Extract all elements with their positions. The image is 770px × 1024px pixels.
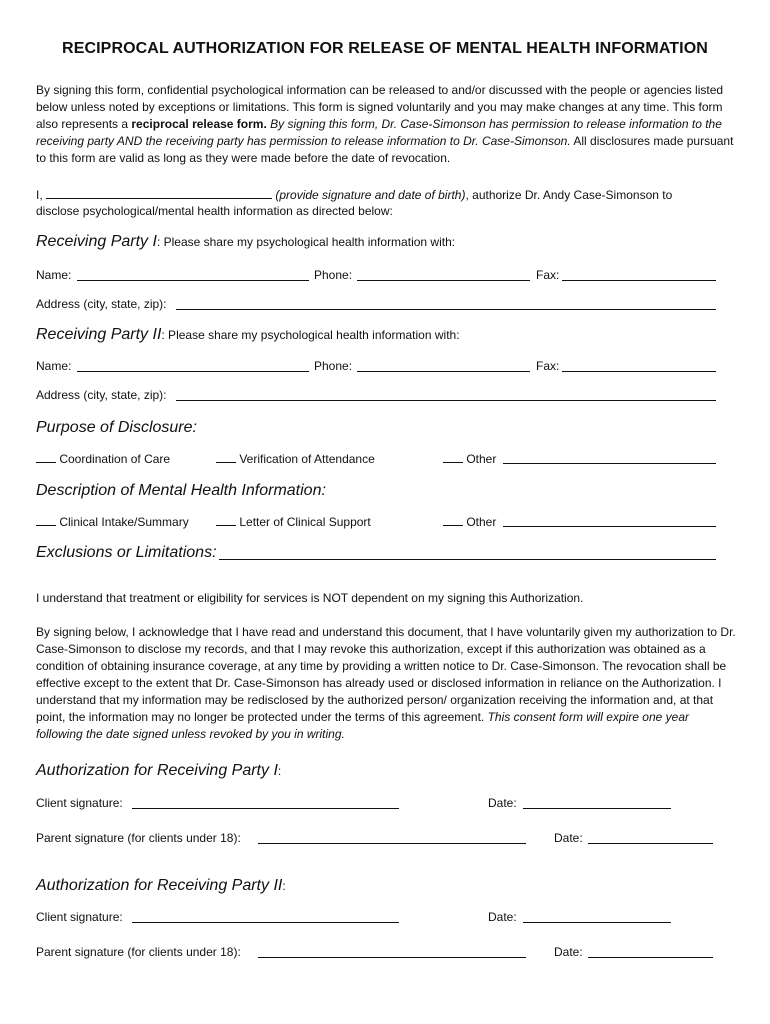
intro-italic-text: By signing this form, Dr. Case-Simonson has permission to release information to the receiving party AND the receiving party has permission to release information to Dr. Case-Simonson. bbox=[36, 117, 722, 148]
authorize-suffix: , authorize Dr. Andy Case-Simonson to bbox=[465, 188, 673, 202]
auth1-date2-label: Date: bbox=[554, 831, 583, 845]
auth2-date2-label: Date: bbox=[554, 945, 583, 959]
auth2-colon: : bbox=[282, 879, 286, 893]
party1-name-field[interactable] bbox=[77, 280, 309, 281]
authorize-line-2: disclose psychological/mental health information as directed below: bbox=[36, 204, 393, 218]
party1-phone-field[interactable] bbox=[357, 280, 530, 281]
party2-phone-field[interactable] bbox=[357, 371, 530, 372]
purpose-label-other: Other bbox=[466, 452, 497, 466]
description-label-other: Other bbox=[466, 515, 497, 529]
auth2-client-label: Client signature: bbox=[36, 910, 123, 924]
purpose-label-coordination: Coordination of Care bbox=[59, 452, 171, 466]
auth1-heading: Authorization for Receiving Party I bbox=[36, 762, 278, 779]
party2-fax-label: Fax: bbox=[536, 359, 560, 373]
purpose-checkbox-verification[interactable] bbox=[216, 450, 236, 463]
authorize-line bbox=[36, 186, 672, 203]
description-checkbox-other[interactable] bbox=[443, 513, 463, 526]
party2-address-label: Address (city, state, zip): bbox=[36, 388, 167, 402]
intro-bold-text: reciprocal release form. bbox=[131, 117, 267, 131]
auth2-date-label: Date: bbox=[488, 910, 517, 924]
party1-address-field[interactable] bbox=[176, 309, 716, 310]
auth2-date2-field[interactable] bbox=[588, 957, 713, 958]
intro-paragraph bbox=[36, 82, 736, 167]
auth2-heading: Authorization for Receiving Party II bbox=[36, 877, 283, 894]
auth1-colon: : bbox=[277, 764, 282, 778]
auth1-parent-signature-field[interactable] bbox=[258, 843, 526, 844]
intro-text: By signing this form, confidential psychological information can be released to and/or discussed with the people or agencies listed below unless noted by exceptions or limitations. This form is signed voluntarily and you may make changes at any time. This form also represents a bbox=[36, 83, 724, 131]
intro-end-text: All disclosures made pursuant to this form are valid as long as they were made before the date of revocation. bbox=[36, 134, 734, 165]
auth2-parent-signature-field[interactable] bbox=[258, 957, 526, 958]
description-option-letter[interactable] bbox=[216, 513, 371, 530]
purpose-checkbox-other[interactable] bbox=[443, 450, 463, 463]
purpose-checkbox-coordination[interactable] bbox=[36, 450, 56, 463]
auth1-date2-field[interactable] bbox=[588, 843, 713, 844]
purpose-label-verification: Verification of Attendance bbox=[239, 452, 375, 466]
auth2-heading-row bbox=[36, 876, 286, 896]
acknowledge-paragraph bbox=[36, 624, 736, 743]
party2-name-label: Name: bbox=[36, 359, 72, 373]
party1-address-label: Address (city, state, zip): bbox=[36, 297, 167, 311]
party1-heading: Receiving Party I bbox=[36, 233, 157, 250]
acknowledge-text: By signing below, I acknowledge that I have read and understand this document, that I have voluntarily given my authorization to Dr. Case-Simonson to disclose my records, and that I may revoke this authorization, except if this authorization was obtained as a condition of obtaining insurance coverage, at any time by providing a written notice to Dr. Case-Simonson. The revocation shall be effective except to the extent that Dr. Case-Simonson has already used or disclosed information in reliance on the Authorization. I understand that my information may be redisclosed by the authorized person/ organization receiving the information and, at that point, the information may no longer be protected under the terms of this agreement. bbox=[36, 625, 736, 724]
description-checkbox-letter[interactable] bbox=[216, 513, 236, 526]
exclusions-field[interactable] bbox=[219, 559, 716, 560]
party1-fax-field[interactable] bbox=[562, 280, 716, 281]
party2-fax-field[interactable] bbox=[562, 371, 716, 372]
auth1-date-field[interactable] bbox=[523, 808, 671, 809]
auth1-date-label: Date: bbox=[488, 796, 517, 810]
party1-name-label: Name: bbox=[36, 268, 72, 282]
description-other-field[interactable] bbox=[503, 526, 716, 527]
party1-subheading: : Please share my psychological health information with: bbox=[156, 235, 456, 249]
description-option-intake[interactable] bbox=[36, 513, 189, 530]
auth1-client-signature-field[interactable] bbox=[132, 808, 399, 809]
description-label-letter: Letter of Clinical Support bbox=[239, 515, 371, 529]
auth1-client-label: Client signature: bbox=[36, 796, 123, 810]
signature-dob-field[interactable] bbox=[46, 186, 272, 199]
party1-heading-row bbox=[36, 234, 455, 250]
description-heading: Description of Mental Health Information: bbox=[36, 482, 326, 499]
auth2-client-signature-field[interactable] bbox=[132, 922, 399, 923]
auth2-parent-label: Parent signature (for clients under 18): bbox=[36, 945, 241, 959]
party2-subheading: : Please share my psychological health information with: bbox=[161, 328, 460, 342]
party2-heading: Receiving Party II bbox=[36, 326, 162, 343]
acknowledge-italic: This consent form will expire one year following the date signed unless revoked by you in writing. bbox=[36, 710, 690, 741]
purpose-option-coordination[interactable] bbox=[36, 450, 170, 467]
authorize-italic: (provide signature and date of birth) bbox=[275, 188, 466, 202]
exclusions-heading: Exclusions or Limitations: bbox=[36, 544, 217, 561]
description-option-other[interactable] bbox=[443, 513, 496, 530]
description-checkbox-intake[interactable] bbox=[36, 513, 56, 526]
purpose-option-verification[interactable] bbox=[216, 450, 375, 467]
understand-statement: I understand that treatment or eligibility for services is NOT dependent on my signing this Authorization. bbox=[36, 591, 584, 605]
auth1-heading-row bbox=[36, 761, 281, 781]
auth1-parent-label: Parent signature (for clients under 18): bbox=[36, 831, 241, 845]
purpose-option-other[interactable] bbox=[443, 450, 496, 467]
authorize-prefix: I, bbox=[36, 188, 43, 202]
purpose-other-field[interactable] bbox=[503, 463, 716, 464]
party2-heading-row bbox=[36, 327, 460, 343]
party2-name-field[interactable] bbox=[77, 371, 309, 372]
party2-phone-label: Phone: bbox=[314, 359, 353, 373]
party1-fax-label: Fax: bbox=[536, 268, 560, 282]
auth2-date-field[interactable] bbox=[523, 922, 671, 923]
purpose-heading: Purpose of Disclosure: bbox=[36, 419, 197, 436]
page-title: RECIPROCAL AUTHORIZATION FOR RELEASE OF MENTAL HEALTH INFORMATION bbox=[62, 40, 708, 57]
party2-address-field[interactable] bbox=[176, 400, 716, 401]
description-label-intake: Clinical Intake/Summary bbox=[59, 515, 189, 529]
party1-phone-label: Phone: bbox=[314, 268, 353, 282]
